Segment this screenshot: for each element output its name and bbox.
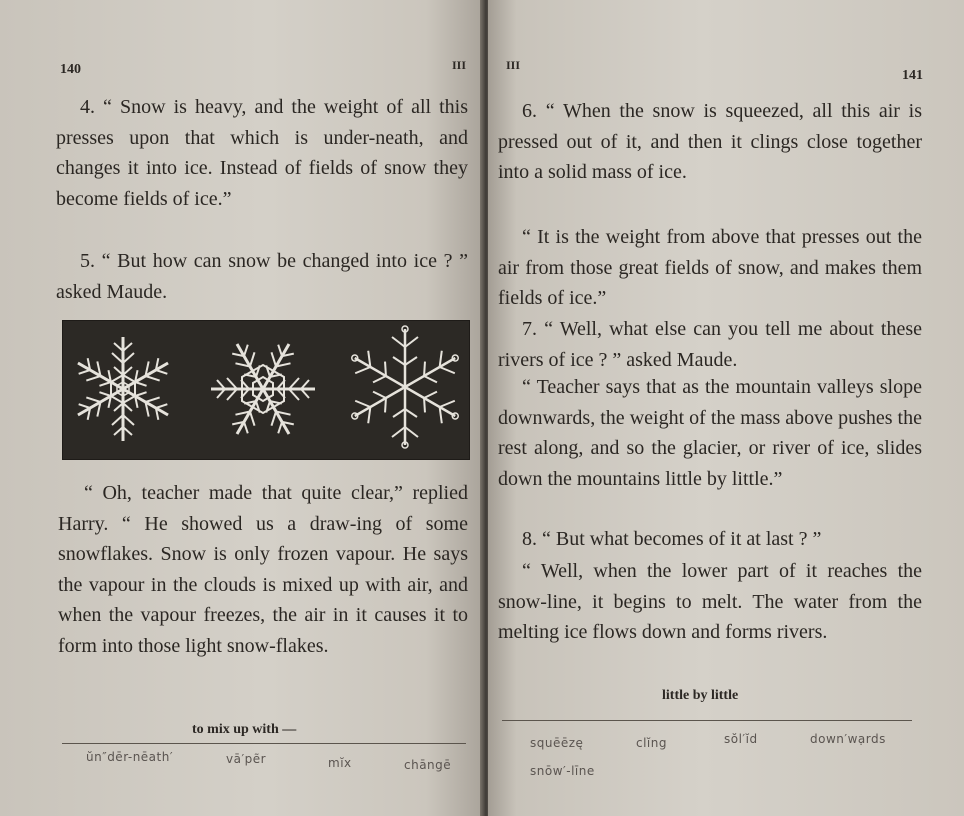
left-paragraph-4: 4. “ Snow is heavy, and the weight of all this presses upon that which is under-neath, and changes it into ice. Instead of fields of snow they become fields of ice.” bbox=[56, 96, 468, 210]
right-footnote-label: little by little bbox=[662, 688, 739, 703]
left-footnote-label: to mix up with — bbox=[192, 722, 297, 737]
left-glossary-word-1: ŭn″dēr-nēath′ bbox=[86, 750, 174, 764]
right-glossary-word-4: down′wạrds bbox=[810, 732, 886, 746]
left-glossary-word-4: chāngē bbox=[404, 758, 452, 772]
left-glossary-word-3: mĭx bbox=[328, 756, 352, 770]
right-glossary-word-1: squēēzę bbox=[530, 736, 584, 750]
right-paragraph-7: 7. “ Well, what else can you tell me about these rivers of ice ? ” asked Maude. bbox=[498, 318, 922, 371]
right-glossary-word-2: clĭng bbox=[636, 736, 667, 750]
left-page-number: 140 bbox=[60, 62, 81, 77]
right-paragraph-6: 6. “ When the snow is squeezed, all this air is pressed out of it, and then it clings close together into a solid mass of ice. bbox=[498, 100, 922, 183]
right-paragraph-weight: “ It is the weight from above that presses out the air from those great fields of snow, and makes them fields of ice.” bbox=[498, 226, 922, 309]
left-paragraph-5: 5. “ But how can snow be changed into ice ? ” asked Maude. bbox=[56, 250, 468, 303]
right-page bbox=[488, 0, 964, 816]
left-paragraph-harry: “ Oh, teacher made that quite clear,” replied Harry. “ He showed us a draw-ing of some snowflakes. Snow is only frozen vapour. He says the vapour in the clouds is mixed up with air, and when the vapour freezes, the air in it causes it to form into those light snow-flakes. bbox=[58, 482, 468, 657]
left-footnote-rule bbox=[62, 743, 466, 744]
snowflake-1-icon bbox=[72, 337, 173, 441]
snowflakes-illustration bbox=[62, 320, 470, 460]
right-chapter-heading: III bbox=[506, 58, 521, 72]
right-paragraph-teacher: “ Teacher says that as the mountain valleys slope downwards, the weight of the mass above pushes the rest along, and so the glacier, or river of ice, slides down the mountains little by little.” bbox=[498, 376, 922, 490]
right-glossary-word-5: snōw′-līne bbox=[530, 764, 595, 778]
right-glossary-word-3: sŏl′ĭd bbox=[724, 732, 758, 746]
snowflake-2-icon bbox=[211, 338, 315, 439]
left-chapter-heading: III bbox=[452, 58, 467, 72]
snowflake-3-icon bbox=[346, 326, 465, 448]
right-paragraph-8: 8. “ But what becomes of it at last ? ” bbox=[522, 528, 822, 550]
right-footnote-rule bbox=[502, 720, 912, 721]
left-glossary-word-2: vā′pẽr bbox=[226, 752, 267, 766]
right-page-number: 141 bbox=[902, 68, 923, 83]
right-paragraph-snowline: “ Well, when the lower part of it reaches the snow-line, it begins to melt. The water from the melting ice flows down and forms rivers. bbox=[498, 560, 922, 643]
